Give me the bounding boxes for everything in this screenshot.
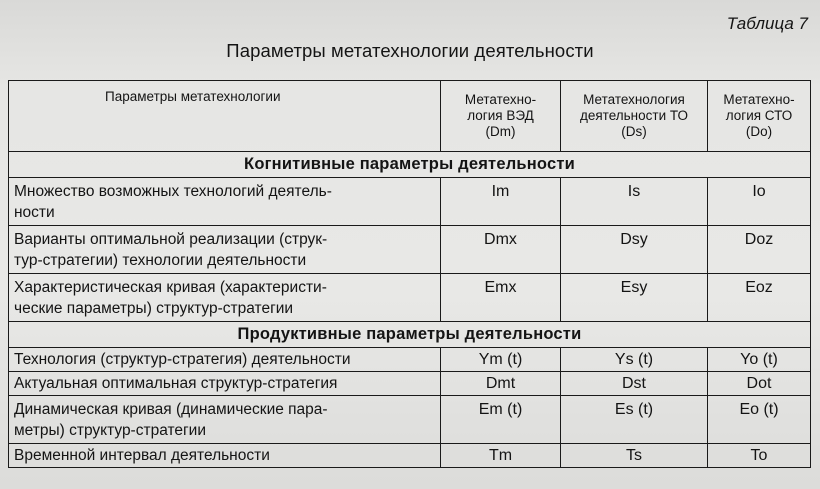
cell-do: Io (708, 178, 811, 226)
cell-ds: Dsy (561, 226, 708, 274)
cell-do: Yo (t) (708, 348, 811, 372)
row-label: Технология (структур-стратегия) деятельности (9, 348, 441, 372)
cell-do: Eoz (708, 274, 811, 322)
cell-do: Doz (708, 226, 811, 274)
row-label: Временной интервал деятельности (9, 444, 441, 468)
section-row-cognitive (9, 152, 811, 178)
section-title: Когнитивные параметры деятельности (9, 152, 811, 178)
row-label: Характеристическая кривая (характеристи- ческие параметры) структур-стратегии (9, 274, 441, 322)
cell-do: Eo (t) (708, 396, 811, 444)
cell-ds: Dst (561, 372, 708, 396)
header-do: Метатехно- логия СТО (Do) (708, 81, 811, 152)
cell-dm: Emx (441, 274, 561, 322)
header-ds: Метатехнология деятельности ТО (Ds) (561, 81, 708, 152)
header-dm: Метатехно- логия ВЭД (Dm) (441, 81, 561, 152)
cell-do: Dot (708, 372, 811, 396)
cell-ds: Is (561, 178, 708, 226)
table-row (9, 348, 811, 372)
row-label: Динамическая кривая (динамические пара- метры) структур-стратегии (9, 396, 441, 444)
cell-ds: Esy (561, 274, 708, 322)
table-row (9, 178, 811, 226)
section-title: Продуктивные параметры деятельности (9, 322, 811, 348)
table-row (9, 444, 811, 468)
cell-do: To (708, 444, 811, 468)
table-row (9, 396, 811, 444)
cell-dm: Em (t) (441, 396, 561, 444)
cell-ds: Es (t) (561, 396, 708, 444)
row-label: Варианты оптимальной реализации (струк- тур-стратегии) технологии деятельности (9, 226, 441, 274)
cell-dm: Tm (441, 444, 561, 468)
cell-dm: Ym (t) (441, 348, 561, 372)
cell-ds: Ys (t) (561, 348, 708, 372)
row-label: Множество возможных технологий деятель- ности (9, 178, 441, 226)
row-label: Актуальная оптимальная структур-стратегия (9, 372, 441, 396)
table-header-row (9, 81, 811, 152)
parameters-table (8, 80, 811, 468)
cell-dm: Dmt (441, 372, 561, 396)
table-caption: Параметры метатехнологии деятельности (226, 40, 594, 61)
section-row-productive (9, 322, 811, 348)
table-row (9, 226, 811, 274)
header-parameters: Параметры метатехнологии (9, 81, 441, 152)
table-row (9, 274, 811, 322)
cell-dm: Im (441, 178, 561, 226)
cell-ds: Ts (561, 444, 708, 468)
cell-dm: Dmx (441, 226, 561, 274)
table-number: Таблица 7 (726, 14, 808, 33)
table-row (9, 372, 811, 396)
